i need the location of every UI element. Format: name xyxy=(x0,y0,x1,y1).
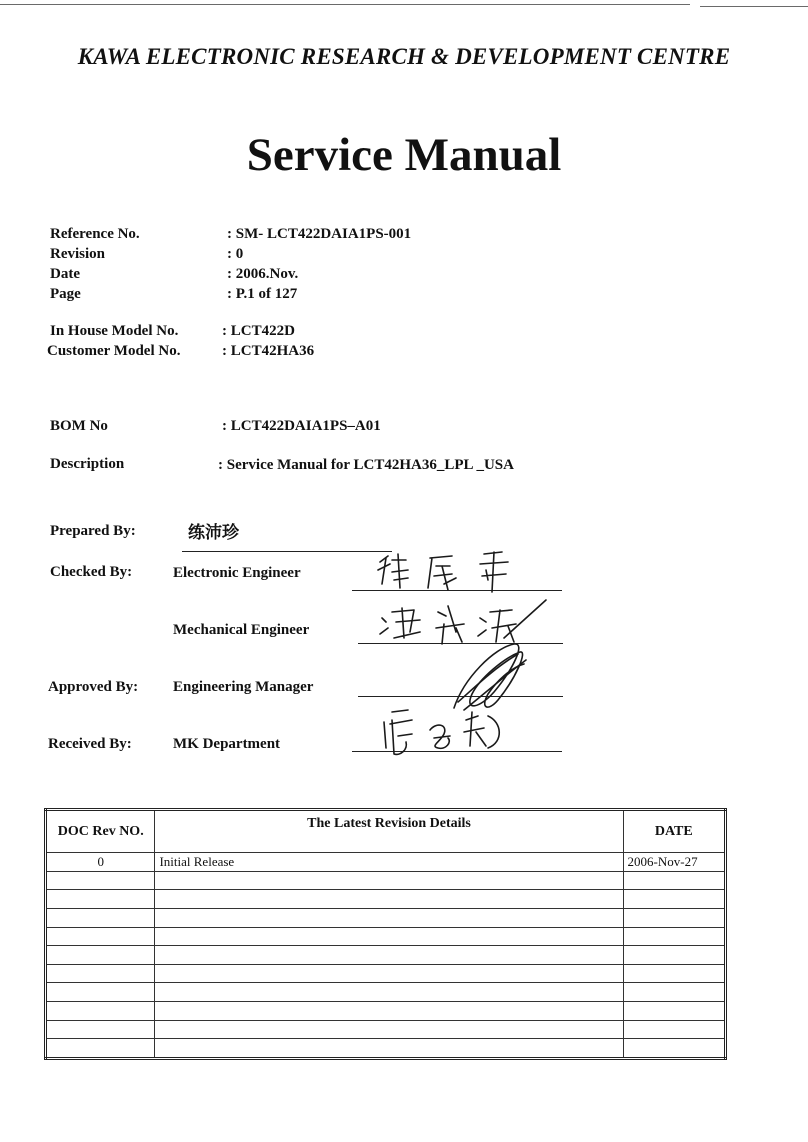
header-doc-rev: DOC Rev NO. xyxy=(46,810,155,853)
description-label: Description xyxy=(50,456,125,472)
rev-cell xyxy=(46,1002,155,1021)
details-cell: Initial Release xyxy=(155,853,623,872)
description-value: : Service Manual for LCT42HA36_LPL _USA xyxy=(218,457,514,473)
in-house-model-value: : LCT422D xyxy=(222,323,295,339)
reference-label: Reference No. xyxy=(50,226,140,242)
details-cell xyxy=(155,946,623,965)
preparer-name: 练沛珍 xyxy=(188,523,239,543)
rev-cell: 0 xyxy=(46,853,155,872)
in-house-model-label: In House Model No. xyxy=(50,323,179,339)
date-cell xyxy=(623,890,725,909)
bom-value: : LCT422DAIA1PS–A01 xyxy=(222,418,381,434)
customer-model-label: Customer Model No. xyxy=(47,343,181,359)
date-cell: 2006-Nov-27 xyxy=(623,853,725,872)
date-cell xyxy=(623,908,725,927)
page-label: Page xyxy=(50,286,81,302)
scan-top-rule xyxy=(0,4,690,5)
scan-top-rule-right xyxy=(700,6,808,7)
header-date: DATE xyxy=(623,810,725,853)
company-name: KAWA ELECTRONIC RESEARCH & DEVELOPMENT CENTRE xyxy=(77,44,731,69)
electronic-engineer-signature xyxy=(372,548,522,596)
date-cell xyxy=(623,946,725,965)
details-cell xyxy=(155,871,623,890)
header-revision-details: The Latest Revision Details xyxy=(155,810,623,853)
table-row xyxy=(46,853,726,872)
rev-cell xyxy=(46,908,155,927)
table-row xyxy=(46,983,726,1002)
rev-cell xyxy=(46,871,155,890)
details-cell xyxy=(155,983,623,1002)
date-cell xyxy=(623,1002,725,1021)
date-label: Date xyxy=(50,266,80,282)
table-row xyxy=(46,871,726,890)
mk-department-signature xyxy=(378,702,508,764)
document-title: Service Manual xyxy=(246,129,562,181)
approved-by-label: Approved By: xyxy=(48,679,139,695)
customer-model-value: : LCT42HA36 xyxy=(222,343,315,359)
table-row xyxy=(46,1039,726,1059)
date-cell xyxy=(623,964,725,983)
bom-label: BOM No xyxy=(50,418,108,434)
prepared-signature-line xyxy=(182,551,392,552)
rev-cell xyxy=(46,1020,155,1039)
table-row xyxy=(46,890,726,909)
received-by-label: Received By: xyxy=(48,736,132,752)
details-cell xyxy=(155,1002,623,1021)
date-cell xyxy=(623,927,725,946)
rev-cell xyxy=(46,1039,155,1059)
electronic-engineer-label: Electronic Engineer xyxy=(173,565,301,581)
reference-value: : SM- LCT422DAIA1PS-001 xyxy=(227,226,412,242)
mechanical-engineer-label: Mechanical Engineer xyxy=(173,622,310,638)
details-cell xyxy=(155,964,623,983)
date-cell xyxy=(623,1039,725,1059)
table-row xyxy=(46,908,726,927)
details-cell xyxy=(155,927,623,946)
rev-cell xyxy=(46,927,155,946)
rev-cell xyxy=(46,890,155,909)
rev-cell xyxy=(46,964,155,983)
date-cell xyxy=(623,871,725,890)
date-cell xyxy=(623,983,725,1002)
checked-by-label: Checked By: xyxy=(50,564,133,580)
mk-department-label: MK Department xyxy=(173,736,281,752)
rev-cell xyxy=(46,946,155,965)
date-value: : 2006.Nov. xyxy=(227,266,299,282)
revision-table xyxy=(44,808,727,1060)
table-row xyxy=(46,964,726,983)
page-value: : P.1 of 127 xyxy=(227,286,298,302)
details-cell xyxy=(155,890,623,909)
revision-label: Revision xyxy=(50,246,106,262)
details-cell xyxy=(155,1039,623,1059)
engineering-manager-label: Engineering Manager xyxy=(173,679,314,695)
revision-value: : 0 xyxy=(227,246,244,262)
details-cell xyxy=(155,1020,623,1039)
table-header-row xyxy=(46,810,726,853)
table-row xyxy=(46,927,726,946)
rev-cell xyxy=(46,983,155,1002)
prepared-by-label: Prepared By: xyxy=(50,523,136,539)
table-row xyxy=(46,1020,726,1039)
table-row xyxy=(46,946,726,965)
table-row xyxy=(46,1002,726,1021)
details-cell xyxy=(155,908,623,927)
date-cell xyxy=(623,1020,725,1039)
